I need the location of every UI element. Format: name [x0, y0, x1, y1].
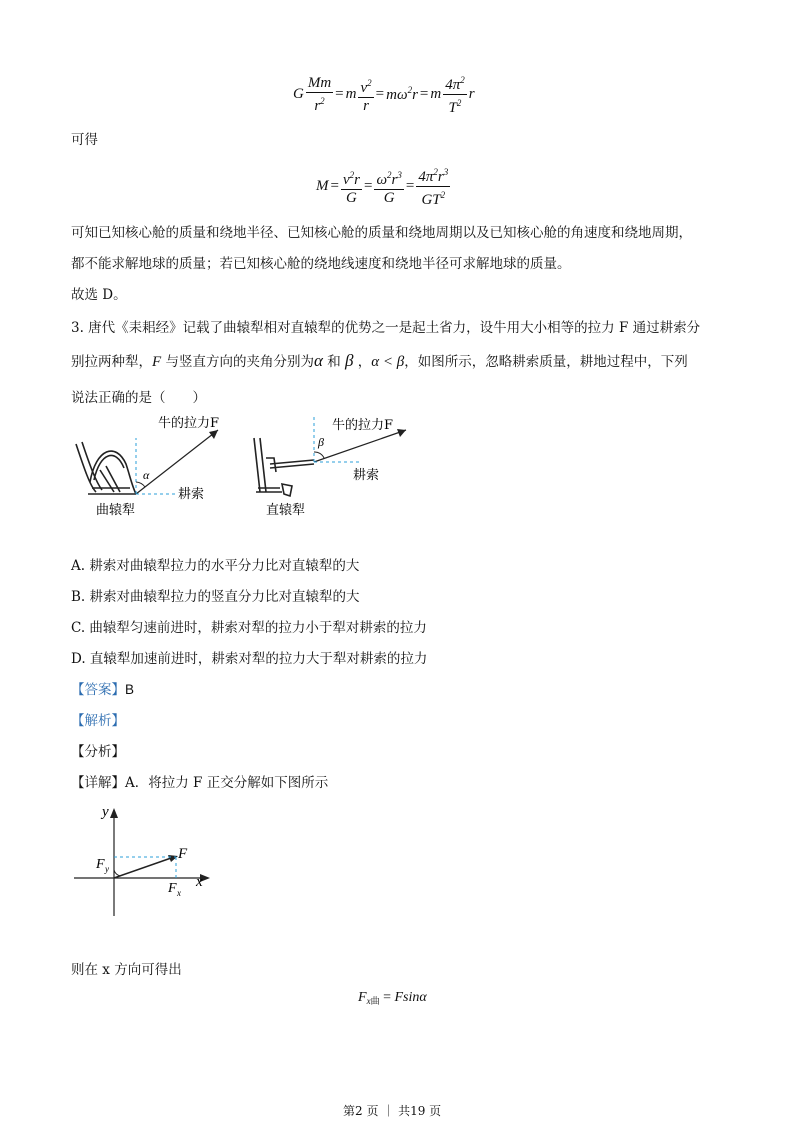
option-a: A. 耕索对曲辕犁拉力的水平分力比对直辕犁的大 [71, 558, 360, 574]
analysis-label: 【解析】 [71, 713, 125, 729]
y-axis-label: y [102, 804, 109, 820]
equation-fx-curved: $F_{x曲} = Fsin\alpha$ [358, 990, 427, 1006]
curved-rope-line [136, 430, 218, 494]
plow-figure [70, 408, 420, 523]
x-axis-label: x [196, 874, 203, 890]
curved-force-label: 牛的拉力F [158, 416, 220, 431]
force-vector [114, 857, 174, 878]
detail-line: 【详解】A．将拉力 F 正交分解如下图所示 [71, 775, 329, 791]
force-label: F [178, 846, 188, 862]
curved-alpha-label: α [143, 468, 150, 482]
fenxi-label: 【分析】 [71, 744, 125, 760]
answer-row [71, 680, 134, 700]
curved-alpha-arc [136, 482, 145, 487]
text-kede: 可得 [71, 132, 98, 148]
option-c: C. 曲辕犁匀速前进时，耕索对犁的拉力小于犁对耕索的拉力 [71, 620, 427, 636]
straight-beta-label: β [318, 435, 324, 449]
angle-arc [114, 870, 121, 876]
straight-rope-label: 耕索 [353, 468, 380, 483]
eq1-frac-v2-r: $\frac{v^2}{r}$ [358, 75, 373, 115]
choose-answer: 故选 D。 [71, 287, 127, 303]
fy-label: F [96, 857, 105, 872]
straight-rope-line [314, 430, 406, 462]
fx-label: F [168, 881, 177, 896]
equation-gravity-circular: G $\frac{Mm}{r^2}$ = m $\frac{v^2}{r}$ = $m\omega^2r$ = m $\frac{4\pi^2}{T^2}$ r [293, 72, 475, 117]
eq1-frac-mm-r2: $\frac{Mm}{r^2}$ [307, 74, 332, 114]
fx-subscript: x [177, 888, 181, 898]
eq1-equals: = [335, 86, 344, 102]
straight-beta-arc [314, 452, 324, 458]
answer-label: 【答案】 [71, 682, 125, 698]
force-decomposition-figure [70, 798, 220, 923]
then-x-line: 则在 x 方向可得出 [71, 962, 182, 978]
question-3-line-1: 3. 唐代《耒耜经》记载了曲辕犁相对直辕犁的优势之一是起土省力，设牛用大小相等的拉力 F 通过耕索分 [71, 320, 701, 336]
equation-earth-mass: M = $\frac{v^2r}{G}$ = $\frac{\omega^2r^3}{G}$ = $\frac{4\pi^2r^3}{GT^2}$ [316, 164, 450, 209]
conclusion-line-2: 都不能求解地球的质量；若已知核心舱的绕地线速度和绕地半径可求解地球的质量。 [71, 256, 571, 272]
eq1-frac-4pi2-T2: $\frac{4\pi^2}{T^2}$ [443, 72, 467, 117]
curved-plow-caption: 曲辕犁 [96, 503, 136, 518]
question-3-line-2: 别拉两种犁，F 与竖直方向的夹角分别为α 和 β ，α < β，如图所示，忽略耕索质量，耕地过程中，下列 [71, 351, 688, 370]
option-b: B. 耕索对曲辕犁拉力的竖直分力比对直辕犁的大 [71, 589, 360, 605]
fy-subscript: y [105, 864, 109, 874]
straight-force-label: 牛的拉力F [332, 418, 394, 433]
page-footer: 第2 页 ｜ 共19 页 [343, 1104, 442, 1118]
question-3-line-3: 说法正确的是（ ） [71, 390, 206, 406]
conclusion-line-1: 可知已知核心舱的质量和绕地半径、已知核心舱的质量和绕地周期以及已知核心舱的角速度和绕地周期， [71, 225, 692, 241]
curved-force-arrowhead [209, 430, 218, 439]
y-axis-arrowhead [110, 808, 118, 818]
curved-rope-label: 耕索 [178, 487, 205, 502]
eq1-G: G [293, 86, 304, 102]
curved-plow-drawing [76, 442, 136, 494]
option-d: D. 直辕犁加速前进时，耕索对犁的拉力大于犁对耕索的拉力 [71, 651, 428, 667]
straight-plow-caption: 直辕犁 [266, 503, 306, 518]
straight-plow-drawing [254, 438, 314, 496]
answer-value: B [125, 682, 135, 697]
